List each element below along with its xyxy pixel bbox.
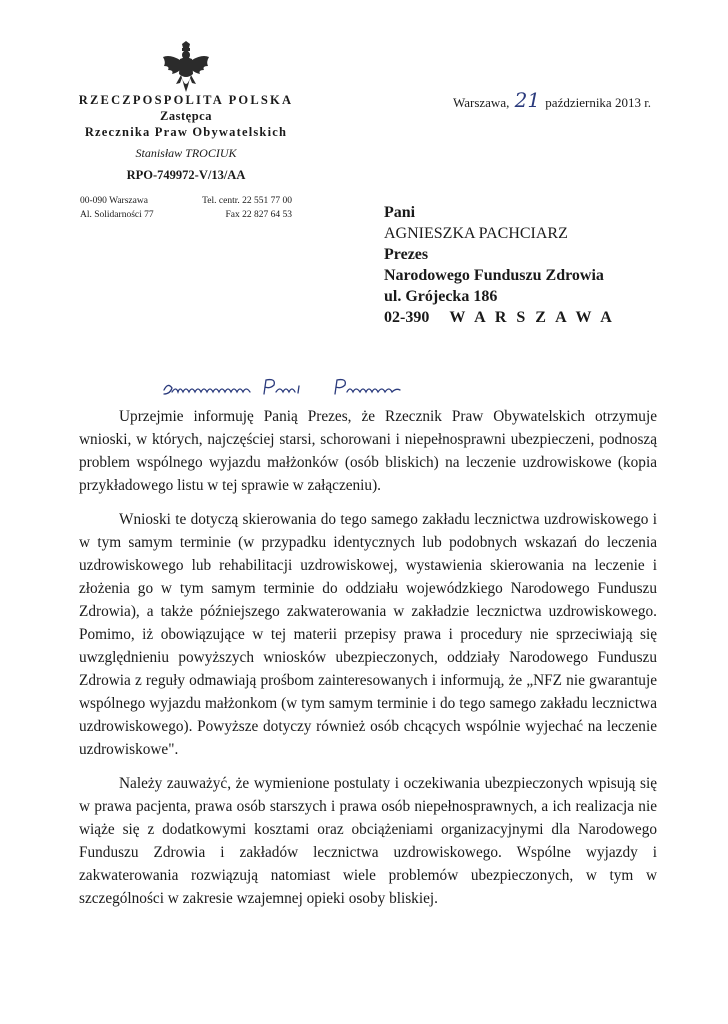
- office-contacts: [192, 194, 292, 222]
- fax-line: Fax 22 827 64 53: [225, 210, 292, 220]
- recipient-street: ul. Grójecka 186: [384, 288, 498, 305]
- office-address: [80, 194, 154, 222]
- letter-date: [453, 88, 651, 112]
- recipient-block: [384, 202, 615, 328]
- recipient-title: Pani: [384, 204, 416, 221]
- date-month-year: października 2013 r.: [545, 95, 652, 110]
- polish-eagle-emblem-icon: [160, 40, 212, 94]
- recipient-postcode: 02-390: [384, 309, 430, 326]
- recipient-city: W A R S Z A W A: [449, 309, 615, 326]
- body-paragraph: Należy zauważyć, że wymienione postulaty i oczekiwania ubezpieczonych wpisują się w prawa pacjenta, prawa osób starszych i prawa osób niepełnosprawnych, a ich realizacja nie wiąże się z dodatkowymi kosztami oraz obciążeniami organizacyjnymi dla Narodowego Funduszu Zdrowia i zakładów lecznictwa uzdrowiskowego. Wspólne wyjazdy i zakwaterowania rozwiązują natomiast wiele problemów ubezpieczonych, w tym w szczególności w zakresie wzajemnej opieki osoby bliskiej.: [79, 775, 657, 907]
- signatory-name: Stanisław TROCIUK: [135, 146, 237, 160]
- letter-body: [79, 405, 657, 921]
- org-role: Zastępca: [160, 109, 212, 123]
- body-paragraph: Wnioski te dotyczą skierowania do tego samego zakładu lecznictwa uzdrowiskowego i w tym samym terminie (w przypadku identycznych lub podobnych wskazań do leczenia uzdrowiskowego lub rehabilitacji uzdrowiskowej, wystawienia skierowania na leczenie i złożenia go w tym samym terminie do oddziału wojewódzkiego Narodowego Funduszu Zdrowia), a także późniejszego zakwaterowania w zakładzie lecznictwa uzdrowiskowego. Pomimo, iż obowiązujące w tej materii przepisy prawa i procedury nie sprzeciwiają się uwzględnieniu powyższych wniosków ubezpieczonych, oddziały Narodowego Funduszu Zdrowia z reguły odmawiają prośbom zainteresowanych i informują, że „NFZ nie gwarantuje wspólnego wyjazdu małżonkom (w tym samym terminie i do tego samego zakładu lecznictwa uzdrowiskowego). Powyższe dotyczy również osób chcących wspólnie wyjechać na leczenie uzdrowiskowe".: [79, 511, 657, 758]
- reference-number: RPO-749972-V/13/AA: [126, 168, 246, 182]
- recipient-institution: Narodowego Funduszu Zdrowia: [384, 267, 604, 284]
- date-day-handwritten: 21: [514, 88, 541, 112]
- handwritten-salutation: [160, 372, 405, 402]
- address-line: Al. Solidarności 77: [80, 210, 154, 220]
- org-office: Rzecznika Praw Obywatelskich: [84, 125, 288, 139]
- recipient-postal: [384, 307, 615, 328]
- address-line: 00-090 Warszawa: [80, 196, 148, 206]
- recipient-name: AGNIESZKA PACHCIARZ: [384, 225, 568, 242]
- recipient-position: Prezes: [384, 246, 429, 263]
- date-place: Warszawa,: [453, 95, 510, 110]
- org-country: RZECZPOSPOLITA POLSKA: [78, 93, 294, 107]
- phone-line: Tel. centr. 22 551 77 00: [202, 196, 292, 206]
- issuer-header: [66, 92, 306, 140]
- body-paragraph: Uprzejmie informuję Panią Prezes, że Rzecznik Praw Obywatelskich otrzymuje wnioski, w których, najczęściej starsi, schorowani i niepełnosprawni ubezpieczeni, podnoszą problem wspólnego wyjazdu małżonków (osób bliskich) na leczenie uzdrowiskowe (kopia przykładowego listu w tej sprawie w załączeniu).: [79, 408, 657, 494]
